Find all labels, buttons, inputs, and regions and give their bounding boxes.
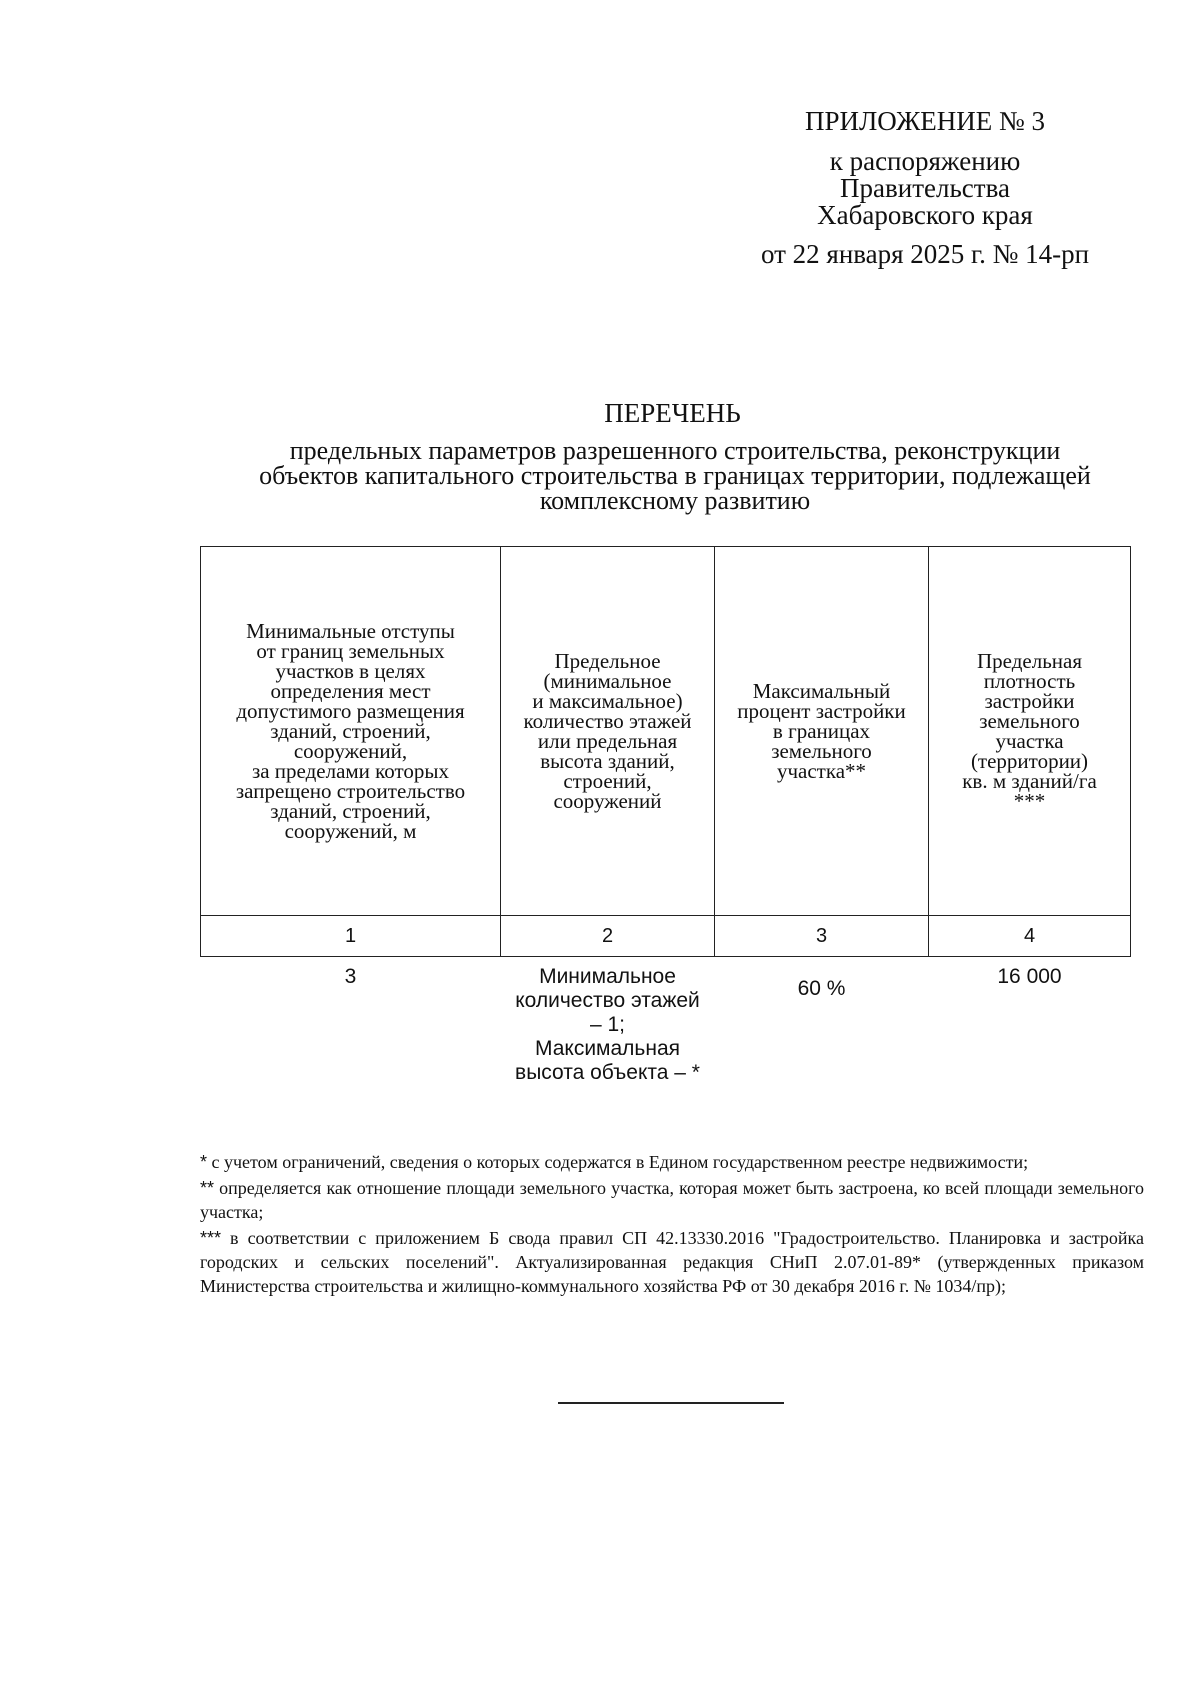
appendix-line-2: Правительства: [840, 173, 1010, 203]
cell-line: участков в целях: [275, 659, 426, 683]
appendix-line-1: к распоряжению: [829, 146, 1021, 176]
cell-line: сооружений, м: [284, 819, 417, 843]
cell-line: 60 %: [797, 977, 846, 1000]
appendix-title: ПРИЛОЖЕНИЕ № 3: [804, 106, 1046, 136]
column-number: 4: [929, 916, 1131, 957]
column-number: 1: [201, 916, 501, 957]
cell-line: сооружений: [553, 789, 662, 813]
table-row: [201, 957, 1131, 1086]
cell-setbacks-value: [201, 957, 501, 1086]
cell-line: в границах: [772, 719, 871, 743]
cell-line: от границ земельных: [256, 639, 445, 663]
cell-line: кв. м зданий/га: [962, 769, 1097, 793]
footnotes: [200, 1150, 1144, 1300]
appendix-date: от 22 января 2025 г. № 14-рп: [760, 239, 1090, 269]
cell-line: Минимальное: [539, 965, 676, 988]
cell-line: Минимальные отступы: [246, 619, 455, 643]
cell-line: и максимальное): [532, 689, 683, 713]
cell-line: сооружений,: [293, 739, 408, 763]
footnote-3: [200, 1226, 1144, 1298]
cell-line: Предельная: [977, 649, 1082, 673]
cell-floors-value: [501, 957, 715, 1086]
footnote-2: [200, 1176, 1144, 1224]
cell-line: Максимальная: [534, 1037, 681, 1060]
cell-density-value: [929, 957, 1131, 1086]
cell-line: плотность: [983, 669, 1076, 693]
cell-line: земельного: [771, 739, 872, 763]
cell-line: высота зданий,: [540, 749, 675, 773]
cell-line: (минимальное: [543, 669, 672, 693]
footnote-text: в соответствии с приложением Б свода правил СП 42.13330.2016 "Градостроительство. Планировка и застройка городских и сельских поселений". Актуализированная редакция СНиП 2.07.01-89* (утвержденных приказом Министерства строительства и жилищно-коммунального хозяйства РФ от 30 декабря 2016 г. № 1034/пр);: [200, 1228, 1145, 1296]
column-number: 2: [501, 916, 715, 957]
footnote-mark: *: [200, 1152, 208, 1172]
cell-line: высота объекта – *: [515, 1061, 700, 1084]
cell-line: количество этажей: [523, 709, 692, 733]
closing-rule: [558, 1402, 784, 1404]
cell-line: (территории): [970, 749, 1089, 773]
table-header-row: [201, 547, 1131, 916]
cell-line: Предельное: [554, 649, 661, 673]
cell-line: – 1;: [589, 1013, 626, 1036]
footnote-mark: **: [200, 1178, 215, 1198]
subtitle-line: объектов капитального строительства в границах территории, подлежащей: [259, 461, 1091, 490]
cell-line: за пределами которых: [251, 759, 450, 783]
document-title: ПЕРЕЧЕНЬ: [604, 398, 741, 428]
document-subtitle: [200, 438, 1150, 513]
cell-line: строений,: [563, 769, 652, 793]
footnote-1: [200, 1150, 1144, 1174]
cell-coverage-value: [715, 957, 929, 1086]
cell-line: участка: [995, 729, 1064, 753]
cell-line: допустимого размещения: [236, 699, 465, 723]
subtitle-line: предельных параметров разрешенного строительства, реконструкции: [289, 436, 1061, 465]
column-number: 3: [715, 916, 929, 957]
subtitle-line: комплексному развитию: [539, 486, 811, 515]
cell-line: ***: [1013, 789, 1046, 813]
cell-line: застройки: [984, 689, 1075, 713]
cell-line: процент застройки: [737, 699, 906, 723]
cell-line: определения мест: [270, 679, 431, 703]
cell-line: Максимальный: [752, 679, 891, 703]
footnote-text: определяется как отношение площади земельного участка, которая может быть застроена, ко всей площади земельного участка;: [200, 1178, 1145, 1222]
cell-line: или предельная: [537, 729, 678, 753]
cell-line: зданий, строений,: [270, 719, 431, 743]
cell-line: 16 000: [997, 965, 1062, 988]
appendix-block: [700, 106, 1150, 269]
parameters-table: [200, 546, 1131, 1085]
header-cell-setbacks: [201, 547, 501, 916]
header-cell-floors: [501, 547, 715, 916]
cell-line: количество этажей: [515, 989, 700, 1012]
table-number-row: [201, 916, 1131, 957]
cell-line: участка**: [776, 759, 867, 783]
footnote-mark: ***: [200, 1228, 222, 1248]
header-cell-density: [929, 547, 1131, 916]
header-cell-coverage: [715, 547, 929, 916]
cell-line: 3: [344, 965, 357, 988]
footnote-text: с учетом ограничений, сведения о которых содержатся в Едином государственном реестре недвижимости;: [211, 1152, 1029, 1172]
cell-line: зданий, строений,: [270, 799, 431, 823]
cell-line: земельного: [979, 709, 1080, 733]
cell-line: запрещено строительство: [235, 779, 466, 803]
appendix-line-3: Хабаровского края: [817, 200, 1033, 230]
